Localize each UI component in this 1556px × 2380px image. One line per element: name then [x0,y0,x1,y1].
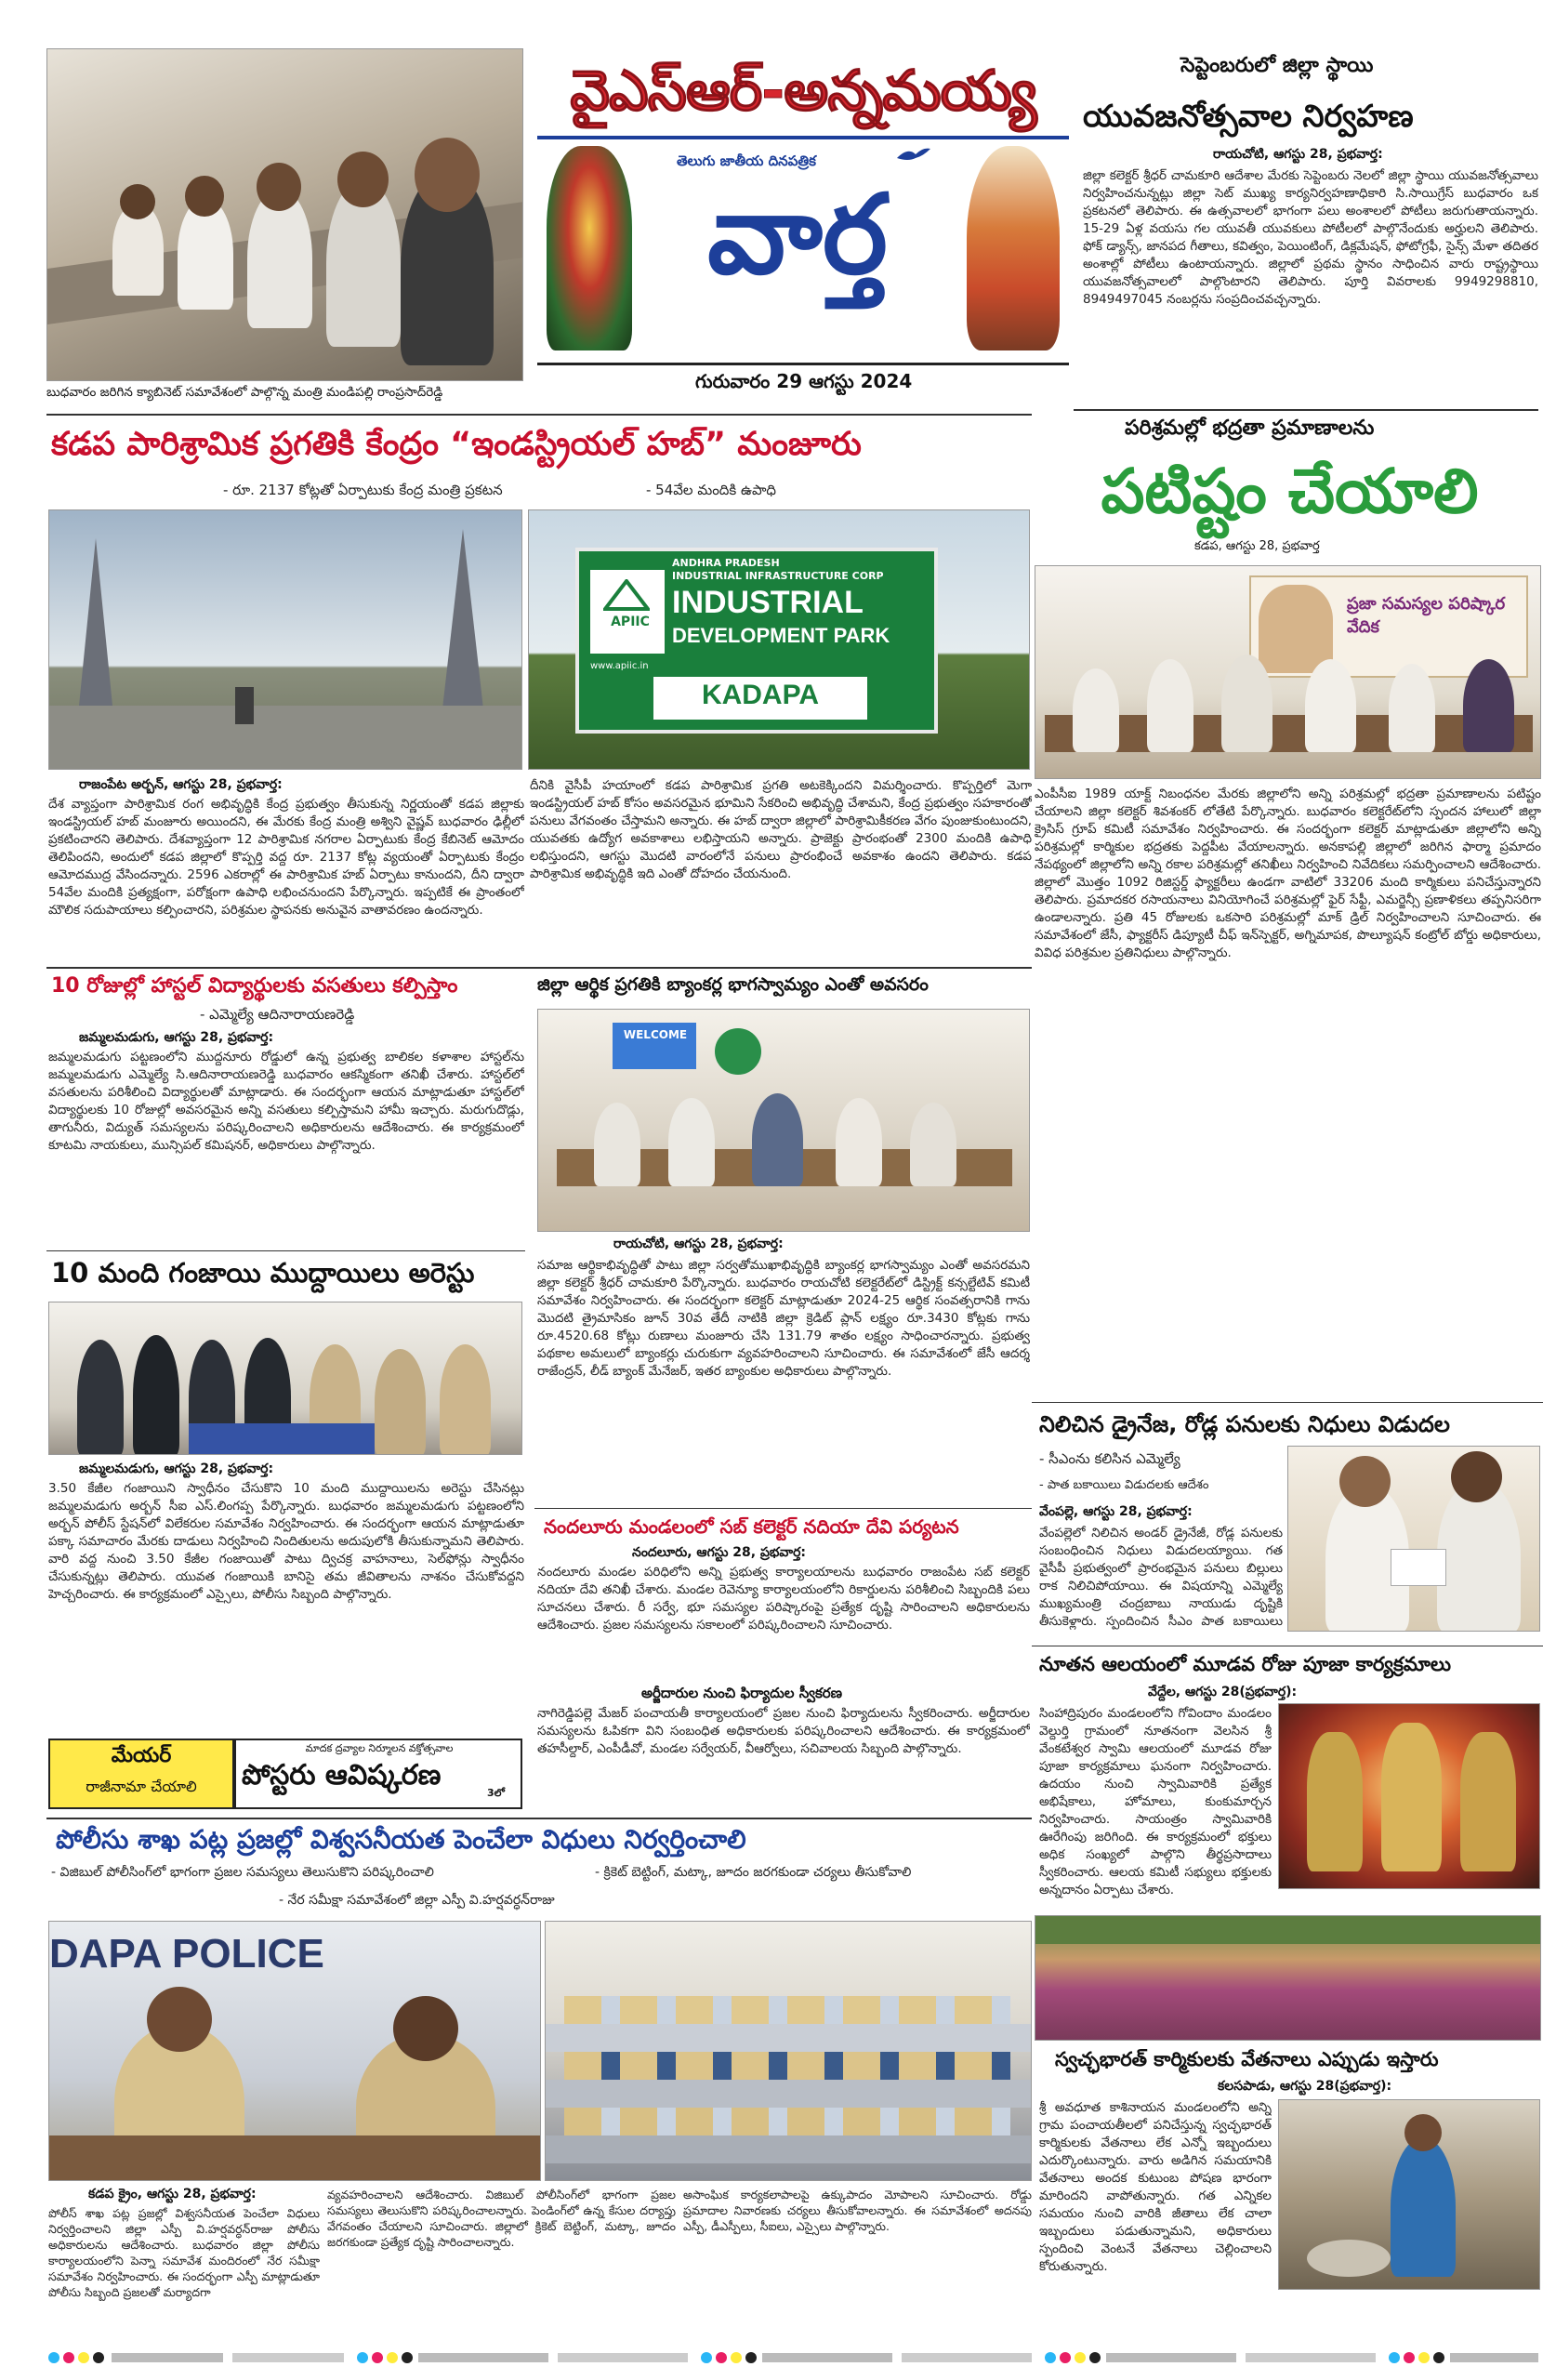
hostel-dateline: జమ్మలమడుగు, ఆగస్టు 28, ప్రభవార్త: [79,1030,274,1045]
safety-headline: పటిష్టం చేయాలి [1101,456,1479,527]
nandaluru-body: నందలూరు మండల పరిధిలోని అన్ని ప్రభుత్వ కార్యాలయాలను బుధవారం రాజంపేట సబ్ కలెక్టర్ నదియా దేవి తనిఖీ చేశారు. మండల రెవెన్యూ కార్యాలయంలోని రికార్డులను పరిశీలించి సిబ్బందికి పలు సూచనలు చేశారు. రీ సర్వే, భూ సమస్యల పరిష్కారంపై ప్రత్యేక దృష్టి సారించాలని అధికారులను ఆదేశించారు. ప్రజల సమస్యలను సకాలంలో పరిష్కరించాలని సూచించారు. [537,1565,1030,1633]
registration-bar [46,2350,1543,2365]
safety-body: ఎంపీసీఐ 1989 యాక్ట్ నిబంధనల మేరకు జిల్లాలోని అన్ని పరిశ్రమల్లో భద్రతా ప్రమాణాలను పటిష్టం చేయాలని జిల్లా కలెక్టర్ శివశంకర్ లోతేటి పేర్కొన్నారు. బుధవారం కలెక్టరేట్‌లోని స్పందన హాలులో జిల్లా క్రైసిస్ గ్రూప్ కమిటీ సమావేశం నిర్వహించారు. ఈ సందర్భంగా కలెక్టర్ మాట్లాడుతూ జిల్లాలోని అన్ని పరిశ్రమల్లో కార్మికుల భద్రతకు పెద్దపీట వేయాలన్నారు. అనకాపల్లి జిల్లాలో జరిగిన ఫార్మా ప్రమాదం నేపథ్యంలో జిల్లాలోని అన్ని రకాల పరిశ్రమల్లో తనిఖీలు నిర్వహించి నివేదికలు సమర్పించాలని ఆదేశించారు. జిల్లాలో మొత్తం 1092 రిజిస్టర్డ్ ఫ్యాక్టరీలు ఉండగా వాటిలో 33206 మంది కార్మికులు పనిచేస్తున్నారని తెలిపారు. ప్రమాదకర రసాయనాలు వినియోగించే పరిశ్రమల్లో ఫైర్ సేఫ్టీ, ఎమర్జెన్సీ ప్రణాళికలు తప్పనిసరిగా ఉండాలన్నారు. ప్రతి 45 రోజులకు ఒకసారి పరిశ్రమల్లో మాక్ డ్రిల్ నిర్వహించాలని సూచించారు. ఈ సమావేశంలో జేసీ, ఫ్యాక్టరీస్ డిప్యూటీ చీఫ్ ఇన్‌స్పెక్టర్, అగ్నిమాపక, పొల్యూషన్ కంట్రోల్ బోర్డు అధికారులు, వివిధ పరిశ్రమల ప్రతినిధులు పాల్గొన్నారు. [1035,787,1541,960]
temple-body: సింహాద్రిపురం మండలంలోని గోవిందాం మండలం వెల్దుర్తి గ్రామంలో నూతనంగా వెలసిన శ్రీ వేంకటేశ్వర స్వామి ఆలయంలో మూడవ రోజు పూజా కార్యక్రమాలు ఘనంగా నిర్వహించారు. ఉదయం నుంచి స్వామివారికి ప్రత్యేక అభిషేకాలు, హోమాలు, కుంకుమార్చన నిర్వహించారు. సాయంత్రం స్వామివారికి ఊరేగింపు జరిగింది. ఈ కార్యక్రమంలో భక్తులు అధిక సంఖ్యలో పాల్గొని తీర్థప్రసాదాలు స్వీకరించారు. ఆలయ కమిటీ సభ్యులు భక్తులకు అన్నదానం ఏర్పాటు చేశారు. [1039,1706,1272,1897]
bank-headline: జిల్లా ఆర్థిక ప్రగతికి బ్యాంకర్ల భాగస్వామ్యం ఎంతో అవసరం [537,974,929,995]
bank-body: సమాజ ఆర్థికాభివృద్ధితో పాటు జిల్లా సర్వతోముఖాభివృద్ధికి బ్యాంకర్ల భాగస్వామ్యం ఎంతో అవసరమని జిల్లా కలెక్టర్ శ్రీధర్ చామకూరి పేర్కొన్నారు. బుధవారం రాయచోటి కలెక్టరేట్‌లో డిస్ట్రిక్ట్ కన్సల్టేటివ్ కమిటీ సమావేశం నిర్వహించారు. ఈ సందర్భంగా కలెక్టర్ మాట్లాడుతూ 2024-25 ఆర్థిక సంవత్సరానికి గాను మొదటి త్రైమాసికం జూన్ 30వ తేదీ నాటికి జిల్లా క్రెడిట్ ప్లాన్ లక్ష్యం రూ.3430 కోట్లకు గాను రూ.4520.68 కోట్లు రుణాలు మంజూరు చేసి 131.79 శాతం లక్ష్యం సాధించారన్నారు. ప్రభుత్వ పథకాల అమలులో బ్యాంకర్లు చురుకుగా వ్యవహరించాలని సూచించారు. ఈ సమావేశంలో జేసీ ఆదర్శ రాజేంద్రన్, లీడ్ బ్యాంక్ మేనేజర్, ఇతర బ్యాంకుల అధికారులు పాల్గొన్నారు. [537,1258,1030,1379]
ganja-arrest-photo [48,1302,522,1455]
ganja-body: 3.50 కేజీల గంజాయిని స్వాధీనం చేసుకొని 10 మంది ముద్దాయిలను అరెస్టు చేసినట్లు జమ్మలమడుగు అర్బన్ సీఐ ఎస్.లింగప్ప పేర్కొన్నారు. బుధవారం జమ్మలమడుగు పట్టణంలోని అర్బన్ పోలీస్ స్టేషన్‌లో విలేకరుల సమావేశం నిర్వహించారు. ఈ సందర్భంగా ఆయన మాట్లాడుతూ పక్కా సమాచారం మేరకు దాడులు నిర్వహించి నిందితులను అదుపులోకి తీసుకున్నామని తెలిపారు. వారి వద్ద నుంచి 3.50 కేజీల గంజాయితో పాటు ద్విచక్ర వాహనాలు, సెల్‌ఫోన్లు స్వాధీనం చేసుకున్నట్లు తెలిపారు. యువత గంజాయికి బానిసై తమ జీవితాలను నాశనం చేసుకోవద్దని హెచ్చరించారు. ఈ కార్యక్రమంలో ఎస్సైలు, పోలీసు సిబ్బంది పాల్గొన్నారు. [48,1481,524,1602]
youth-fest-kicker: సెప్టెంబరులో జిల్లా స్థాయి [1180,54,1374,77]
deity-image [547,146,632,350]
masthead [537,48,1069,411]
lead-body-col1: దేశ వ్యాప్తంగా పారిశ్రామిక రంగ అభివృద్ధికి కేంద్ర ప్రభుత్వం తీసుకున్న నిర్ణయంతో కడప జిల్లాకు ఇండస్ట్రియల్ హబ్ మంజూరు అయిందని, ఈ మేరకు కేంద్ర మంత్రి అశ్విని వైష్ణవ్ బుధవారం ఢిల్లీలో ప్రకటించారని తెలిపారు. దేశవ్యాప్తంగా 12 పారిశ్రామిక నగరాల ఏర్పాటుకు కేంద్ర కేబినెట్ ఆమోదం తెలిపిందని, అందులో కడప జిల్లాలో కొప్పర్తి వద్ద రూ. 2137 కోట్ల వ్యయంతో ఏర్పాటుకు కేంద్రం ఆమోదముద్ర వేసిందన్నారు. 2596 ఎకరాల్లో ఈ పారిశ్రామిక హబ్ ఏర్పాటు కానుందని, దీని ద్వారా 54వేల మందికి ప్రత్యక్షంగా, పరోక్షంగా ఉపాధి లభించనుందని పేర్కొన్నారు. ఇప్పటికే ఈ ప్రాంతంలో మౌలిక సదుపాయాలు కల్పించారని, పరిశ్రమల స్థాపనకు అనువైన వాతావరణం ఉందన్నారు. [48,797,524,918]
police-headline: పోలీసు శాఖ పట్ల ప్రజల్లో విశ్వసనీయత పెంచేలా విధులు నిర్వర్తించాలి [56,1824,746,1855]
industrial-hub-photo [48,509,522,770]
board-line1: ANDHRA PRADESH [672,557,780,569]
nandaluru-dateline: నందలూరు, ఆగస్టు 28, ప్రభవార్త: [632,1545,807,1560]
annamayya-image [967,146,1060,350]
drainage-dateline: వేంపల్లె, ఆగస్టు 28, ప్రభవార్త: [1039,1504,1193,1519]
police-body-col3: అసాంఘిక కార్యకలాపాలపై ఉక్కుపాదం మోపాలని సూచించారు. రోడ్డు ప్రమాదాల నివారణకు చర్యలు తీసుకోవాలన్నారు. ఈ సమావేశంలో అదనపు ఎస్పీ, డీఎస్పీలు, సీఐలు, ఎస్సైలు పాల్గొన్నారు. [683,2188,1032,2233]
bank-meeting-photo [537,1009,1030,1232]
sp-photo [48,1921,541,2181]
police-sub1: - విజిబుల్ పోలీసింగ్‌లో భాగంగా ప్రజల సమస్యలు తెలుసుకొని పరిష్కరించాలి [51,1865,434,1880]
apiic-logo-text: APIIC [611,615,650,629]
welcome-banner: WELCOME [623,1028,688,1041]
lead-sub1: - రూ. 2137 కోట్లతో ఏర్పాటుకు కేంద్ర మంత్రి ప్రకటన [223,482,503,498]
lead-body-col2: దీనికి వైసీపీ హయాంలో కడప పారిశ్రామిక ప్రగతి అటకెక్కిందని విమర్శించారు. కొప్పర్తిలో మెగా ఇండస్ట్రియల్ హబ్ కోసం అవసరమైన భూమిని సేకరించి అభివృద్ధి చేశామని, కేంద్ర ప్రభుత్వం సహకారంతో పనులు వేగవంతం చేస్తామని అన్నారు. ఈ హబ్ ద్వారా జిల్లాలో పారిశ్రామికీకరణ వేగం పుంజుకుంటుందని, యువతకు ఉద్యోగ అవకాశాలు లభిస్తాయని అన్నారు. ప్రాజెక్టు ప్రారంభంతో 2300 మందికి ఉపాధి లభిస్తుందని, ఆగస్టు మొదటి వారంలోనే పనులు ప్రారంభించే అవకాశం ఉందని తెలిపారు. కడప పారిశ్రామిక అభివృద్ధికి ఇది ఎంతో దోహదం చేయనుంది. [530,778,1032,881]
apiic-board [575,548,938,734]
poster-title: పోస్టరు ఆవిష్కరణ [242,1759,442,1792]
board-line3: INDUSTRIAL [672,585,864,620]
safety-dateline: కడప, ఆగస్టు 28, ప్రభవార్త [1194,539,1320,553]
paper-name: వార్త [707,170,888,298]
lead-dateline: రాజంపేట అర్బన్, ఆగస్టు 28, ప్రభవార్త: [79,777,283,792]
swachh-dateline: కలసపాడు, ఆగస్టు 28(ప్రభవార్త): [1218,2079,1392,2094]
police-wall-text: DAPA POLICE [49,1931,324,1977]
drainage-body: వేంపల్లెలో నిలిచిన అండర్ డ్రైనేజీ, రోడ్ల పనులకు సంబంధించిన నిధులు విడుదలయ్యాయి. గత వైసీపీ ప్రభుత్వంలో ప్రారంభమైన పనులు బిల్లులు రాక నిలిచిపోయాయి. ఈ విషయాన్ని ఎమ్మెల్యే ముఖ్యమంత్రి చంద్రబాబు నాయుడు దృష్టికి తీసుకెళ్లారు. స్పందించిన సీఎం పాత బకాయిలు [1039,1526,1283,1629]
police-sub3: - నేర సమీక్షా సమావేశంలో జిల్లా ఎస్పీ వి.హర్షవర్ధన్‌రాజు [279,1893,555,1908]
temple-headline: నూతన ఆలయంలో మూడవ రోజు పూజా కార్యక్రమాలు [1039,1653,1452,1675]
ganja-dateline: జమ్మలమడుగు, ఆగస్టు 28, ప్రభవార్త: [79,1461,274,1476]
hostel-byline: - ఎమ్మెల్యే ఆదినారాయణరెడ్డి [200,1006,355,1023]
lead-headline: కడప పారిశ్రామిక ప్రగతికి కేంద్రం “ఇండస్ట్రియల్ హబ్” మంజూరు [51,426,862,463]
drainage-byline2: - పాత బకాయిలు విడుదలకు ఆదేశం [1039,1478,1209,1492]
safety-kicker: పరిశ్రమల్లో భద్రతా ప్రమాణాలను [1125,416,1375,440]
police-sub2: - క్రికెట్ బెట్టింగ్, మట్కా, జూదం జరగకుండా చర్యలు తీసుకోవాలి [595,1865,912,1880]
board-line4: DEVELOPMENT PARK [672,624,890,647]
paper-tagline: తెలుగు జాతీయ దినపత్రిక [677,152,816,169]
screen-text: ప్రజా సమస్యల పరిష్కార వేదిక [1347,594,1506,637]
youth-fest-body: జిల్లా కలెక్టర్ శ్రీధర్ చామకూరి ఆదేశాల మేరకు సెప్టెంబరు నెలలో జిల్లా స్థాయి యువజనోత్సవాలు నిర్వహించనున్నట్లు జిల్లా సెట్ ముఖ్య కార్యనిర్వహణాధికారి సి.సాయిగ్రేస్ బుధవారం ఒక ప్రకటనలో తెలిపారు. ఈ ఉత్సవాలలో భాగంగా పలు అంశాలలో పోటీలు జరుగుతాయన్నారు. 15-29 ఏళ్ల వయసు గల యువతీ యువకులు పోటీలలో పాల్గొనేందుకు అర్హులని తెలిపారు. ఫోక్ డ్యాన్స్, జానపద గీతాలు, కవిత్వం, పెయింటింగ్, డిక్లమేషన్, ఫోటోగ్రఫీ, సైన్స్ మేళా తదితర అంశాల్లో పోటీలు ఉంటాయన్నారు. జిల్లాలో ప్రథమ స్థానం సాధించిన వారు రాష్ట్రస్థాయి యువజనోత్సవాలలో పాల్గొంటారని తెలిపారు. పూర్తి వివరాలకు 9949298810, 8949497045 నంబర్లను సంప్రదించవచ్చన్నారు. [1083,168,1538,307]
issue-date: గురువారం 29 ఆగస్టు 2024 [695,370,913,392]
hostel-body: జమ్మలమడుగు పట్టణంలోని ముద్దనూరు రోడ్డులో ఉన్న ప్రభుత్వ బాలికల కళాశాల హాస్టల్‌ను జమ్మలమడుగు ఎమ్మెల్యే సి.ఆదినారాయణరెడ్డి బుధవారం ఆకస్మికంగా తనిఖీ చేశారు. హాస్టల్‌లో వసతులను పరిశీలించి విద్యార్థులతో మాట్లాడారు. ఈ సందర్భంగా ఆయన మాట్లాడుతూ హాస్టల్‌లో విద్యార్థులకు 10 రోజుల్లో అవసరమైన అన్ని వసతులు కల్పిస్తామని హామీ ఇచ్చారు. మరుగుదొడ్లు, తాగునీరు, విద్యుత్ సమస్యలను పరిష్కరించాలని అధికారులను ఆదేశించారు. ఈ కార్యక్రమంలో కూటమి నాయకులు, మున్సిపల్ కమిషనర్, అధికారులు పాల్గొన్నారు. [48,1050,524,1153]
nandaluru-headline: నందలూరు మండలంలో సబ్ కలెక్టర్ నదియా దేవి పర్యటన [544,1515,959,1538]
poster-kicker: మాదక ద్రవ్యాల నిర్మూలన వక్తోత్సవాల [305,1742,454,1754]
swachh-headline: స్వచ్ఛభారత్ కార్మికులకు వేతనాలు ఎప్పుడు ఇస్తారు [1055,2048,1439,2070]
police-body-col1: పోలీస్ శాఖ పట్ల ప్రజల్లో విశ్వసనీయత పెంచేలా విధులు నిర్వర్తించాలని జిల్లా ఎస్పీ వి.హర్షవర్ధన్‌రాజు పోలీసు అధికారులను ఆదేశించారు. బుధవారం జిల్లా పోలీసు కార్యాలయంలోని పెన్నా సమావేశ మందిరంలో నేర సమీక్షా సమావేశం నిర్వహించారు. ఈ సందర్భంగా ఎస్పీ మాట్లాడుతూ పోలీసు సిబ్బంది ప్రజలతో మర్యాదగా [48,2206,320,2299]
bank-dateline: రాయచోటి, ఆగస్టు 28, ప్రభవార్త: [613,1236,784,1251]
dove-icon [895,145,932,164]
devotees-photo [1035,1915,1541,2041]
sanitation-worker-photo [1278,2099,1540,2290]
youth-fest-headline: యువజనోత్సవాల నిర్వహణ [1083,98,1414,134]
nandaluru-body2: నాగిరెడ్డిపల్లె మేజర్ పంచాయతీ కార్యాలయంలో ప్రజల నుంచి ఫిర్యాదులను స్వీకరించారు. అర్జీదారుల సమస్యలను ఓపికగా విని సంబంధిత అధికారులకు పరిష్కరించాలని ఆదేశించారు. ఈ కార్యక్రమంలో తహసీల్దార్, ఎంపీడీవో, మండల సర్వేయర్, వీఆర్వోలు, సచివాలయ సిబ్బంది పాల్గొన్నారు. [537,1706,1030,1756]
mayor-box [48,1739,234,1809]
drainage-headline: నిలిచిన డ్రైనేజ, రోడ్ల పనులకు నిధులు విడుదల [1039,1411,1450,1437]
temple-deity-photo [1278,1703,1540,1889]
cabinet-caption: బుధవారం జరిగిన క్యాబినెట్ సమావేశంలో పాల్గొన్న మంత్రి మండిపల్లి రాంప్రసాద్‌రెడ్డి [46,385,443,400]
edition-name: వైఎస్ఆర్-అన్నమయ్య [570,59,1036,124]
temple-dateline: వేద్దేల, ఆగస్టు 28(ప్రభవార్త): [1148,1685,1298,1699]
apiic-logo-icon [603,579,650,611]
police-dateline: కడప క్రైం, ఆగస్టు 28, ప్రభవార్త: [88,2187,257,2202]
board-url: www.apiic.in [590,661,649,671]
police-body-col2: వ్యవహరించాలని ఆదేశించారు. విజిబుల్ పోలీసింగ్‌లో భాగంగా ప్రజల సమస్యలు తెలుసుకొని పరిష్కరించాలన్నారు. పెండింగ్‌లో ఉన్న కేసుల దర్యాప్తు వేగవంతం చేయాలని సూచించారు. జిల్లాలో క్రికెట్ బెట్టింగ్, మట్కా, జూదం జరగకుండా ప్రత్యేక దృష్టి సారించాలన్నారు. [327,2188,676,2249]
cm-meeting-photo [1287,1446,1540,1632]
cabinet-photo [46,48,523,381]
board-line2: INDUSTRIAL INFRASTRUCTURE CORP [672,570,884,582]
youth-fest-dateline: రాయచోటి, ఆగస్టు 28, ప్రభవార్త: [1213,147,1383,162]
apiic-board-photo [528,509,1030,770]
drainage-byline: - సీఎంను కలిసిన ఎమ్మెల్యే [1039,1450,1180,1467]
lead-sub2: - 54వేల మందికి ఉపాధి [646,482,777,498]
nandaluru-subhead: అర్జీదారుల నుంచి ఫిర్యాదుల స్వీకరణ [641,1685,843,1701]
mayor-title: మేయర్ [111,1744,172,1767]
poster-page-ref: 3లో [487,1787,505,1799]
swachh-body: శ్రీ అవధూత కాశినాయన మండలంలోని అన్ని గ్రామ పంచాయతీలలో పనిచేస్తున్న స్వచ్ఛభారత్ కార్మికులకు వేతనాలు లేక ఎన్నో ఇబ్బందులు ఎదుర్కొంటున్నారు. వారు అడిగిన సమయానికి వేతనాలు అందక కుటుంబ పోషణ భారంగా మారిందని వాపోతున్నారు. గత ఎన్నికల సమయం నుంచి వారికి జీతాలు లేక చాలా ఇబ్బందులు పడుతున్నామని, అధికారులు స్పందించి వెంటనే వేతనాలు చెల్లించాలని కోరుతున్నారు. [1039,2100,1272,2274]
crime-review-photo [545,1921,1032,2181]
ganja-headline: 10 మంది గంజాయి ముద్దాయిలు అరెస్టు [51,1257,475,1289]
board-line5: KADAPA [701,680,820,710]
poster-box [234,1739,522,1809]
safety-meeting-photo [1035,565,1541,779]
hostel-headline: 10 రోజుల్లో హాస్టల్ విద్యార్థులకు వసతులు కల్పిస్తాం [51,974,458,998]
mayor-subtitle: రాజీనామా చేయాలి [86,1778,197,1795]
